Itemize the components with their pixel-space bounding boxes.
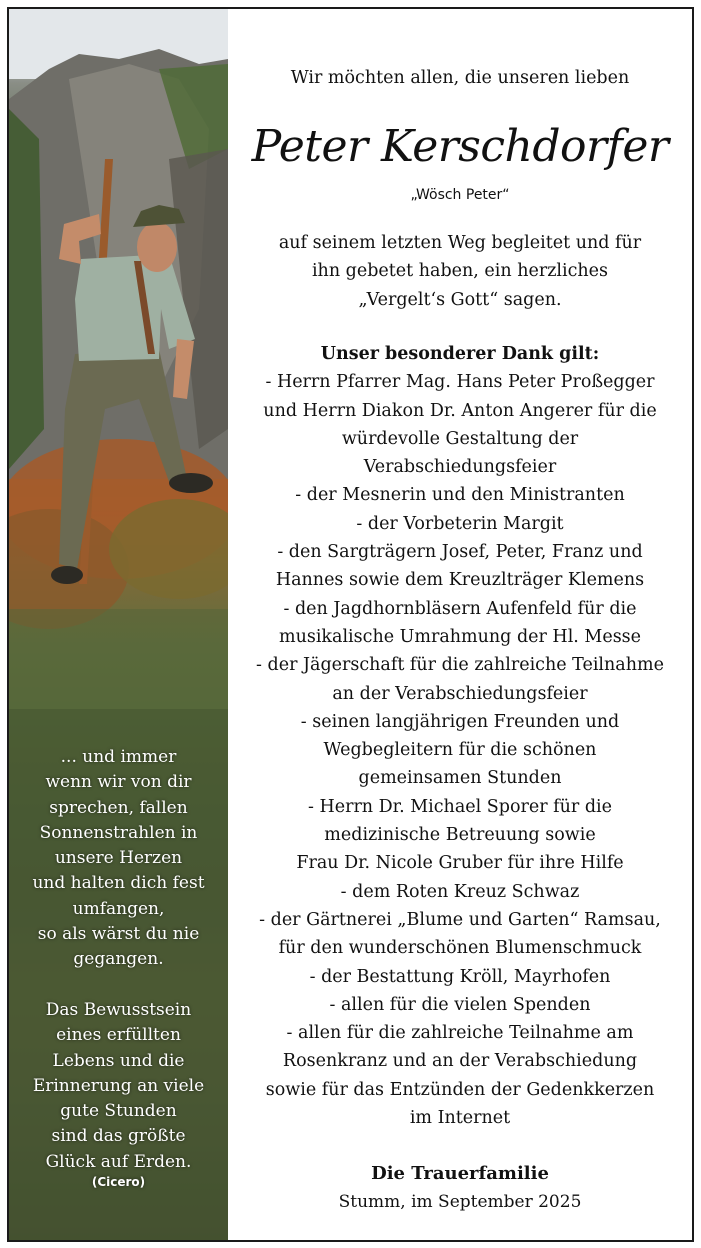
thanks-line: Verabschiedungsfeier: [363, 457, 557, 478]
thanks-line: für den wunderschönen Blumenschmuck: [278, 938, 642, 959]
memorial-photo: [9, 9, 228, 1240]
notice-text: [228, 9, 692, 1240]
thanks-line: und Herrn Diakon Dr. Anton Angerer für die: [263, 400, 657, 421]
thanks-line: - allen für die zahlreiche Teilnahme am: [286, 1023, 634, 1044]
thanks-line: - der Bestattung Kröll, Mayrhofen: [309, 966, 611, 987]
thanks-paragraph: auf seinem letzten Weg begleitet und für ihn gebetet haben, ein herzliches „Vergelt‘s Gott“ sagen.: [278, 233, 642, 310]
thanks-line: musikalische Umrahmung der Hl. Messe: [278, 626, 642, 647]
place-date: Stumm, im September 2025: [338, 1192, 582, 1212]
thanks-line: im Internet: [409, 1108, 511, 1129]
thanks-line: gemeinsamen Stunden: [358, 768, 562, 789]
deceased-name: Peter Kerschdorfer: [251, 121, 669, 172]
thanks-line: Rosenkranz und an der Verabschiedung: [282, 1051, 638, 1072]
thanks-line: Wegbegleitern für die schönen: [323, 740, 597, 761]
thanks-line: Frau Dr. Nicole Gruber für ihre Hilfe: [296, 853, 624, 874]
thanks-line: - allen für die vielen Spenden: [329, 994, 591, 1015]
quote-first: ... und immer wenn wir von dir sprechen, fallen Sonnenstrahlen in unsere Herzen und halten dich fest umfangen, so als wärst du nie gegangen.: [32, 747, 205, 970]
thanks-list: [228, 368, 692, 1132]
thanks-line: - der Jägerschaft für die zahlreiche Teilnahme: [256, 655, 664, 676]
thanks-line: - Herrn Pfarrer Mag. Hans Peter Proßegger: [265, 372, 655, 393]
thanks-line: an der Verabschiedungsfeier: [332, 683, 588, 704]
thanks-line: - der Vorbeterin Margit: [356, 513, 564, 534]
thanks-heading: Unser besonderer Dank gilt:: [320, 344, 600, 364]
quote-author: (Cicero): [91, 1175, 146, 1190]
thanks-line: Hannes sowie dem Kreuzlträger Klemens: [275, 570, 645, 591]
thanks-line: - der Mesnerin und den Ministranten: [295, 485, 625, 506]
thanks-line: medizinische Betreuung sowie: [324, 825, 596, 846]
thanks-line: - den Sargträgern Josef, Peter, Franz und: [277, 542, 643, 563]
thanks-line: - seinen langjährigen Freunden und: [300, 711, 620, 732]
sidebar-quote-cicero: [9, 998, 228, 1189]
thanks-section: [228, 340, 692, 1132]
quote-second: Das Bewusstsein eines erfüllten Lebens und die Erinnerung an viele gute Stunden sind das größte Glück auf Erden.: [32, 1000, 205, 1172]
thanks-line: würdevolle Gestaltung der: [341, 428, 579, 449]
thanks-line: sowie für das Entzünden der Gedenkkerzen: [265, 1079, 655, 1100]
obituary-notice: [7, 7, 694, 1242]
nickname: „Wösch Peter“: [410, 187, 510, 203]
thanks-line: - den Jagdhornbläsern Aufenfeld für die: [283, 598, 637, 619]
thanks-line: - Herrn Dr. Michael Sporer für die: [307, 796, 612, 817]
thanks-line: - dem Roten Kreuz Schwaz: [340, 881, 580, 902]
intro-line: Wir möchten allen, die unseren lieben: [290, 68, 630, 88]
thanks-line: - der Gärtnerei „Blume und Garten“ Ramsau,: [259, 909, 661, 930]
signature: Die Trauerfamilie: [371, 1163, 549, 1184]
sidebar-quote: [9, 745, 228, 973]
